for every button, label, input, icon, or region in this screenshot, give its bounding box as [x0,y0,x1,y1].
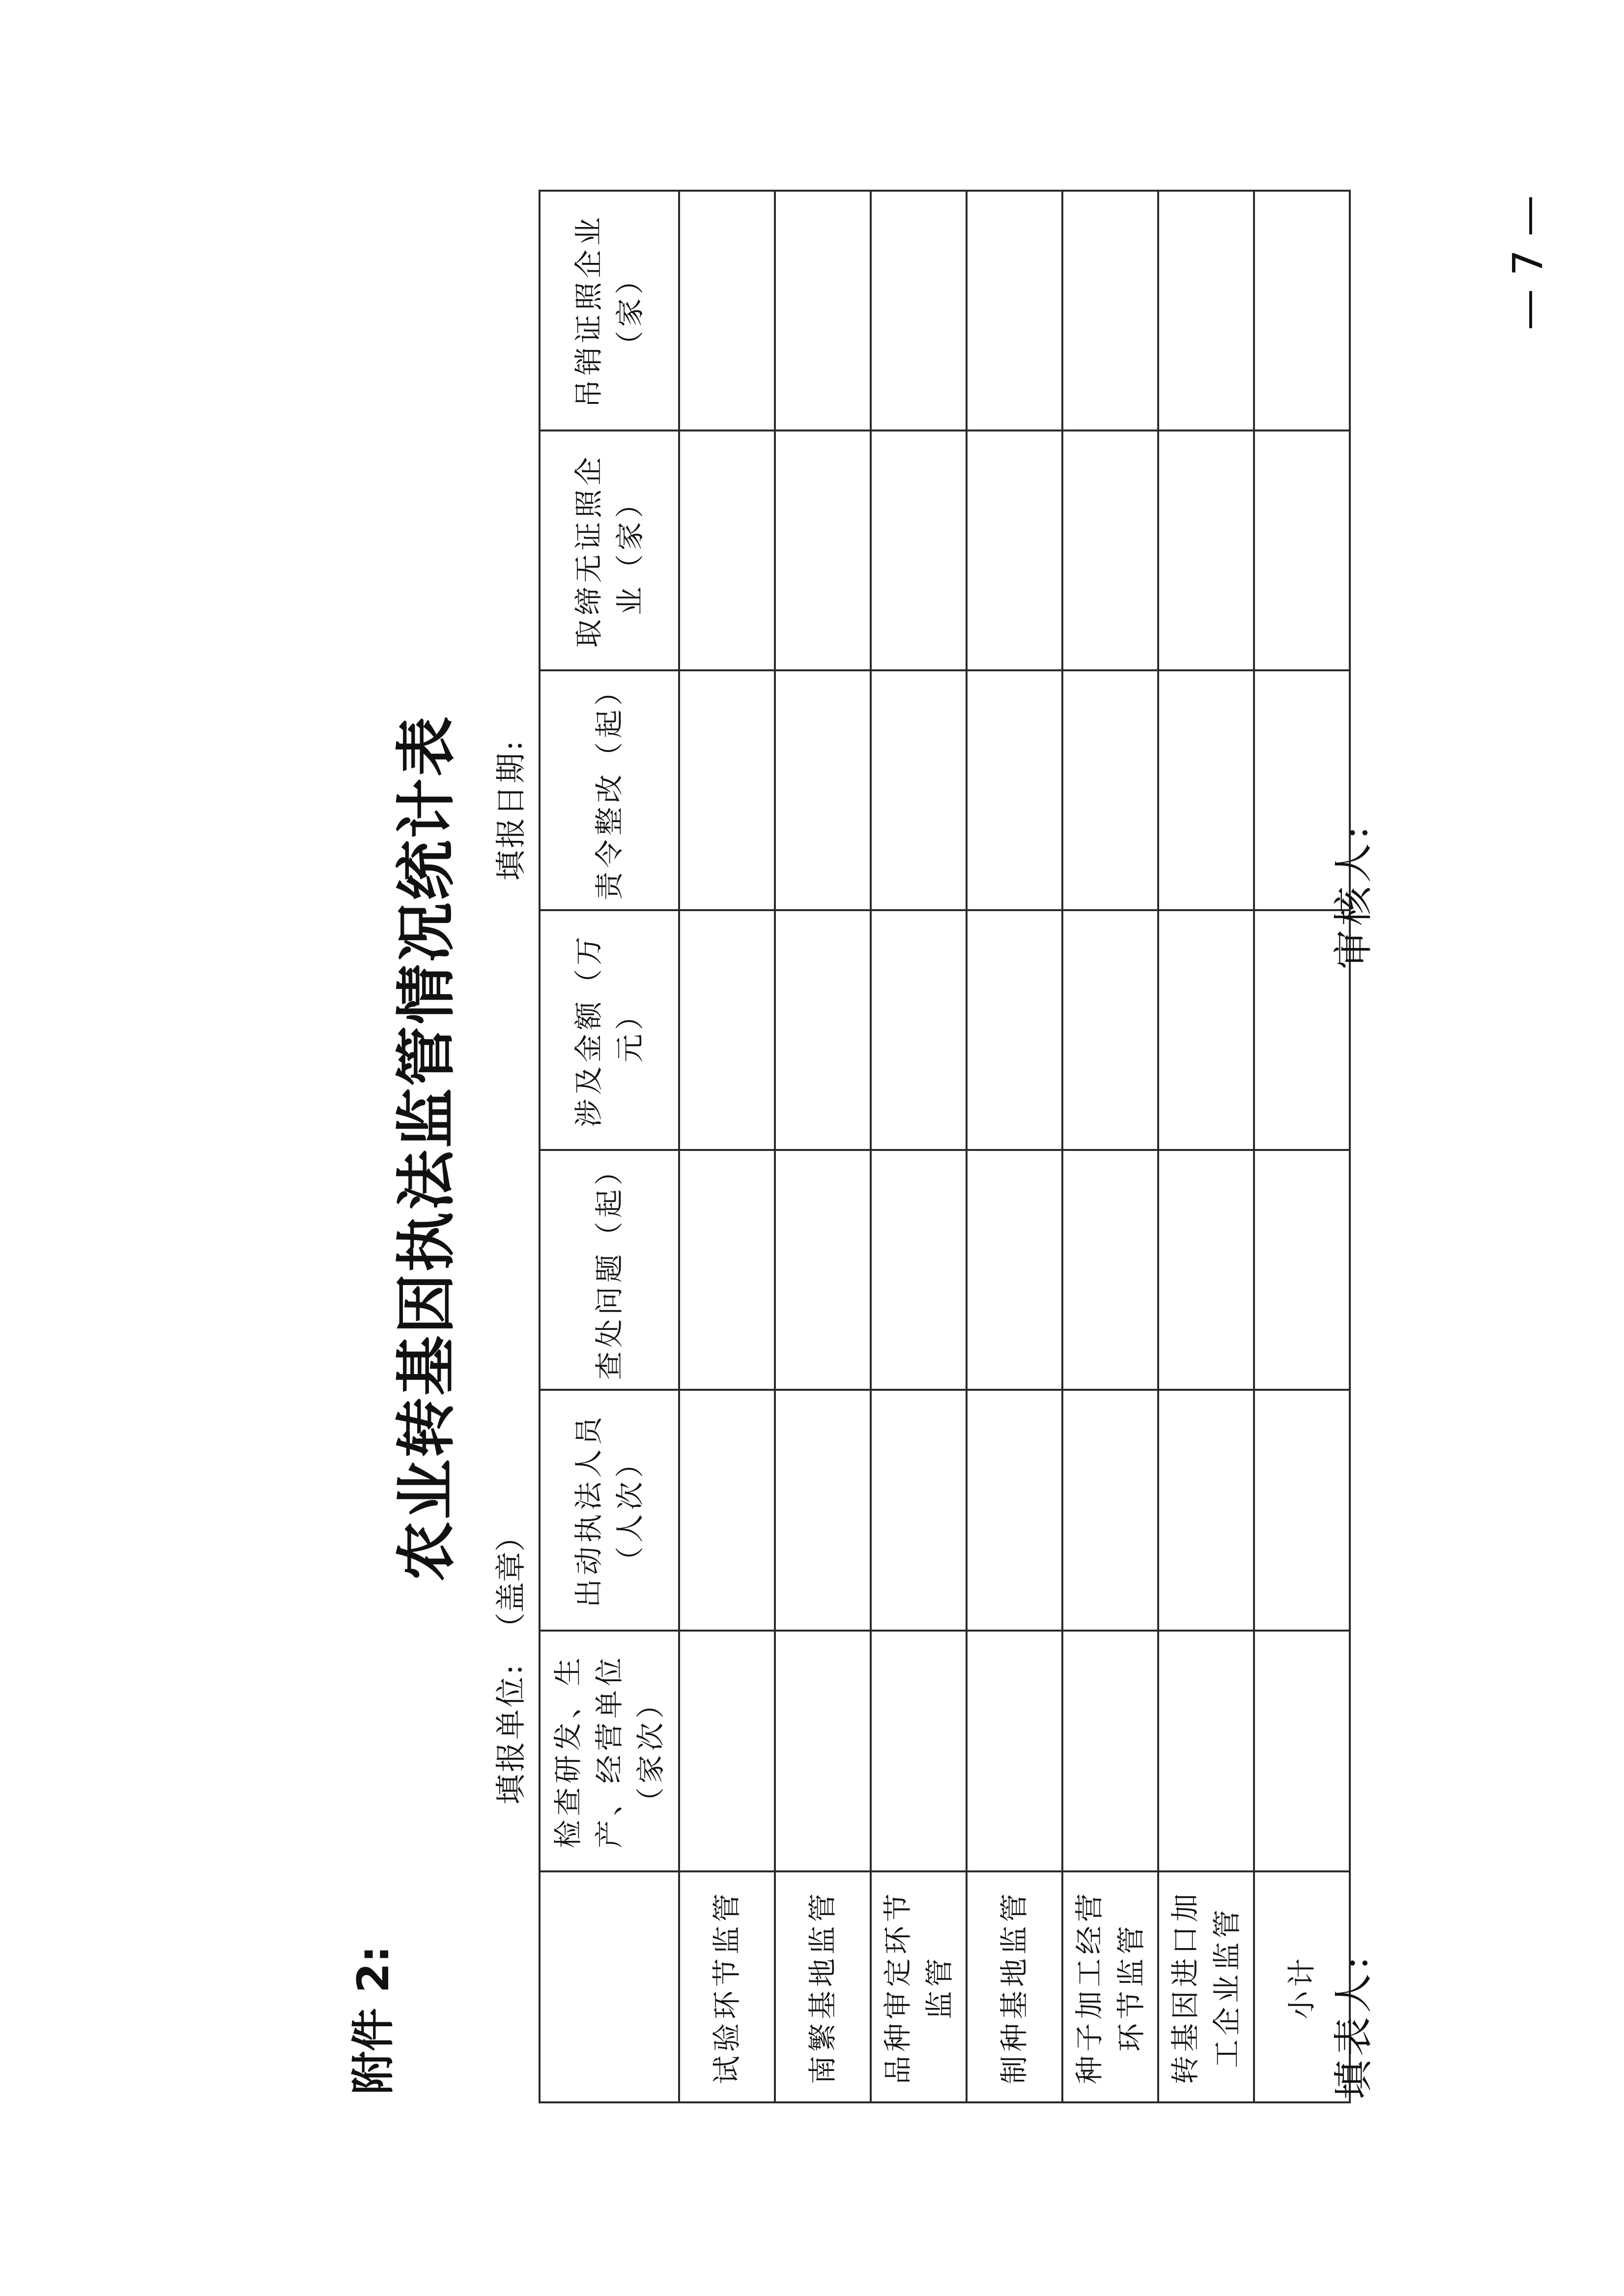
data-cell[interactable] [679,191,775,430]
reporting-date-label: 填报日期: [493,739,529,881]
data-cell[interactable] [679,910,775,1150]
table-row [871,191,967,2102]
reporting-date [486,739,530,881]
table-row-subtotal [1254,191,1350,2102]
data-cell[interactable] [1158,910,1254,1150]
reviewer-label: 审核人: [1331,822,1376,969]
data-cell[interactable] [1254,1150,1350,1390]
header-cell-corner [540,1871,679,2102]
data-cell[interactable] [679,670,775,910]
annex-label: 附件 2: [348,1945,399,2095]
data-cell[interactable] [967,910,1062,1150]
data-cell[interactable] [871,670,967,910]
data-cell[interactable] [967,430,1062,670]
data-cell[interactable] [775,910,871,1150]
data-cell[interactable] [679,1150,775,1390]
row-label: 品种审定环节监管 [871,1871,967,2102]
header-cell-amount-involved: 涉及金额（万元） [540,910,679,1150]
data-cell[interactable] [775,1150,871,1390]
data-cell[interactable] [1158,1631,1254,1871]
data-cell[interactable] [1254,191,1350,430]
data-cell[interactable] [1062,1390,1158,1631]
row-label: 试验环节监管 [679,1871,775,2102]
data-cell[interactable] [1062,670,1158,910]
page-number: — 7 — [1504,195,1552,330]
header-cell-licenses-revoked: 吊销证照企业（家） [540,191,679,430]
data-cell[interactable] [1254,1390,1350,1631]
data-cell[interactable] [1062,1150,1158,1390]
data-cell[interactable] [1158,670,1254,910]
data-cell[interactable] [679,430,775,670]
data-cell[interactable] [775,1631,871,1871]
data-cell[interactable] [1254,1631,1350,1871]
data-cell[interactable] [1062,1631,1158,1871]
row-label: 种子加工经营环节监管 [1062,1871,1158,2102]
data-cell[interactable] [1062,910,1158,1150]
data-cell[interactable] [775,191,871,430]
header-cell-enforcement-staff: 出动执法人员（人次） [540,1390,679,1631]
data-cell[interactable] [871,910,967,1150]
data-cell[interactable] [1158,191,1254,430]
data-cell[interactable] [871,1150,967,1390]
table-row [775,191,871,2102]
filler-label: 填表人: [1331,1952,1376,2099]
reporting-unit [486,1521,530,1805]
data-cell[interactable] [1158,430,1254,670]
data-cell[interactable] [1062,191,1158,430]
row-label: 转基因进口加工企业监管 [1158,1871,1254,2102]
statistics-table [539,190,1351,2103]
data-cell[interactable] [871,191,967,430]
table-row [1158,191,1254,2102]
data-cell[interactable] [967,1631,1062,1871]
data-cell[interactable] [679,1390,775,1631]
data-cell[interactable] [967,191,1062,430]
header-cell-inspected-units: 检查研发、生产、经营单位（家次） [540,1631,679,1871]
header-cell-problems-handled: 查处问题（起） [540,1150,679,1390]
data-cell[interactable] [775,1390,871,1631]
page-title: 农业转基因执法监管情况统计表 [392,715,461,1581]
data-cell[interactable] [871,1390,967,1631]
data-cell[interactable] [967,670,1062,910]
row-label: 南繁基地监管 [775,1871,871,2102]
data-cell[interactable] [1254,430,1350,670]
reporting-unit-seal: （盖章） [493,1521,529,1643]
table-row [679,191,775,2102]
row-label: 小计 [1254,1871,1350,2102]
data-cell[interactable] [679,1631,775,1871]
row-label: 制种基地监管 [967,1871,1062,2102]
data-cell[interactable] [1062,430,1158,670]
data-cell[interactable] [1158,1390,1254,1631]
header-cell-rectification-ordered: 责令整改（起） [540,670,679,910]
table-row [967,191,1062,2102]
data-cell[interactable] [775,430,871,670]
table-row [1062,191,1158,2102]
data-cell[interactable] [967,1150,1062,1390]
data-cell[interactable] [1158,1150,1254,1390]
data-cell[interactable] [871,1631,967,1871]
reporting-unit-label: 填报单位: [493,1663,529,1805]
header-cell-unlicensed-banned: 取缔无证照企业（家） [540,430,679,670]
table-header-row [540,191,679,2102]
data-cell[interactable] [775,670,871,910]
data-cell[interactable] [871,430,967,670]
data-cell[interactable] [967,1390,1062,1631]
